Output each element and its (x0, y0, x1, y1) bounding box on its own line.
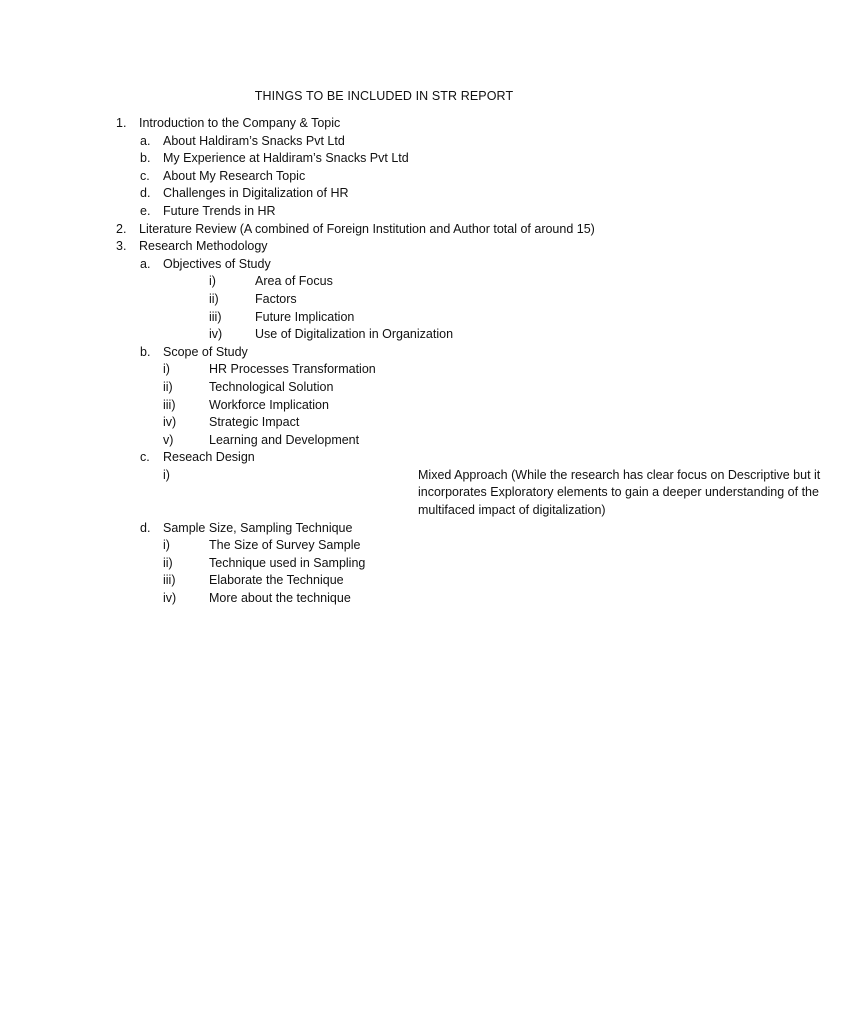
list-item (0, 203, 768, 221)
list-item-text: Challenges in Digitalization of HR (163, 186, 349, 201)
list-item-text: Learning and Development (209, 432, 360, 447)
list-marker: iii) (163, 573, 176, 588)
list-item (0, 449, 768, 467)
list-item (0, 238, 768, 256)
list-marker: iii) (209, 309, 222, 324)
list-marker: iv) (209, 327, 223, 342)
list-item-text: Future Implication (255, 309, 355, 324)
list-item-text: Elaborate the Technique (209, 573, 344, 588)
list-marker: ii) (163, 379, 173, 394)
outline-list (0, 115, 821, 608)
list-item (0, 291, 768, 309)
list-marker: a. (140, 256, 151, 271)
list-item-text: HR Processes Transformation (209, 362, 376, 377)
list-item-text: Reseach Design (163, 450, 255, 465)
list-item-text: More about the technique (209, 591, 351, 606)
list-item-text: About Haldiram’s Snacks Pvt Ltd (163, 133, 345, 148)
list-marker: ii) (163, 555, 173, 570)
list-marker: b. (140, 151, 151, 166)
list-item-text: My Experience at Haldiram’s Snacks Pvt Ltd (163, 151, 409, 166)
list-item-text: Future Trends in HR (163, 203, 276, 218)
list-marker: e. (140, 203, 151, 218)
list-item-text: Workforce Implication (209, 397, 329, 412)
list-item (0, 590, 768, 608)
list-marker: i) (163, 538, 170, 553)
list-item (0, 432, 768, 450)
list-marker: ii) (209, 291, 219, 306)
list-item (0, 537, 768, 555)
list-item (0, 168, 768, 186)
list-marker: b. (140, 344, 151, 359)
list-item-text: The Size of Survey Sample (209, 538, 361, 553)
list-item-text: Sample Size, Sampling Technique (163, 520, 353, 535)
list-item (0, 326, 768, 344)
list-item (0, 344, 768, 362)
list-item-text: Factors (255, 291, 297, 306)
list-marker: i) (209, 274, 216, 289)
list-marker: c. (140, 168, 150, 183)
list-item (0, 572, 768, 590)
list-item (0, 150, 768, 168)
list-item-text: About My Research Topic (163, 168, 306, 183)
list-marker: a. (140, 133, 151, 148)
list-item (0, 361, 768, 379)
list-item (0, 414, 768, 432)
list-item-text: Mixed Approach (While the research has clear focus on Descriptive but it incorporates Exploratory elements to gain a deeper understanding of the multifaced impact of digitalization) (418, 467, 821, 518)
list-item-text: Area of Focus (255, 274, 333, 289)
list-marker: i) (163, 467, 170, 482)
list-marker: 2. (116, 221, 127, 236)
list-item-text: Objectives of Study (163, 256, 271, 271)
list-marker: c. (140, 450, 150, 465)
list-marker: d. (140, 186, 151, 201)
list-item (0, 221, 768, 239)
list-item-text: Use of Digitalization in Organization (255, 327, 454, 342)
list-marker: iv) (163, 415, 177, 430)
list-item (0, 273, 768, 291)
list-item (0, 467, 821, 520)
list-item-text: Research Methodology (139, 239, 268, 254)
list-item (0, 185, 768, 203)
list-marker: iii) (163, 397, 176, 412)
list-item (0, 115, 768, 133)
list-item (0, 133, 768, 151)
list-item-text: Introduction to the Company & Topic (139, 116, 341, 130)
list-marker: v) (163, 432, 174, 447)
list-item-text: Scope of Study (163, 344, 248, 359)
list-item-text: Technique used in Sampling (209, 555, 366, 570)
list-item-text: Literature Review (A combined of Foreign Institution and Author total of around 15) (139, 221, 595, 236)
list-item (0, 555, 768, 573)
list-item (0, 256, 768, 274)
list-item (0, 309, 768, 327)
list-item (0, 520, 768, 538)
list-marker: 3. (116, 239, 127, 254)
list-marker: iv) (163, 591, 177, 606)
list-marker: i) (163, 362, 170, 377)
list-marker: d. (140, 520, 151, 535)
document-title: THINGS TO BE INCLUDED IN STR REPORT (254, 89, 514, 103)
list-item (0, 379, 768, 397)
list-item (0, 397, 768, 415)
list-item-text: Strategic Impact (209, 415, 300, 430)
list-item-text: Technological Solution (209, 379, 334, 394)
list-marker: 1. (116, 116, 127, 130)
